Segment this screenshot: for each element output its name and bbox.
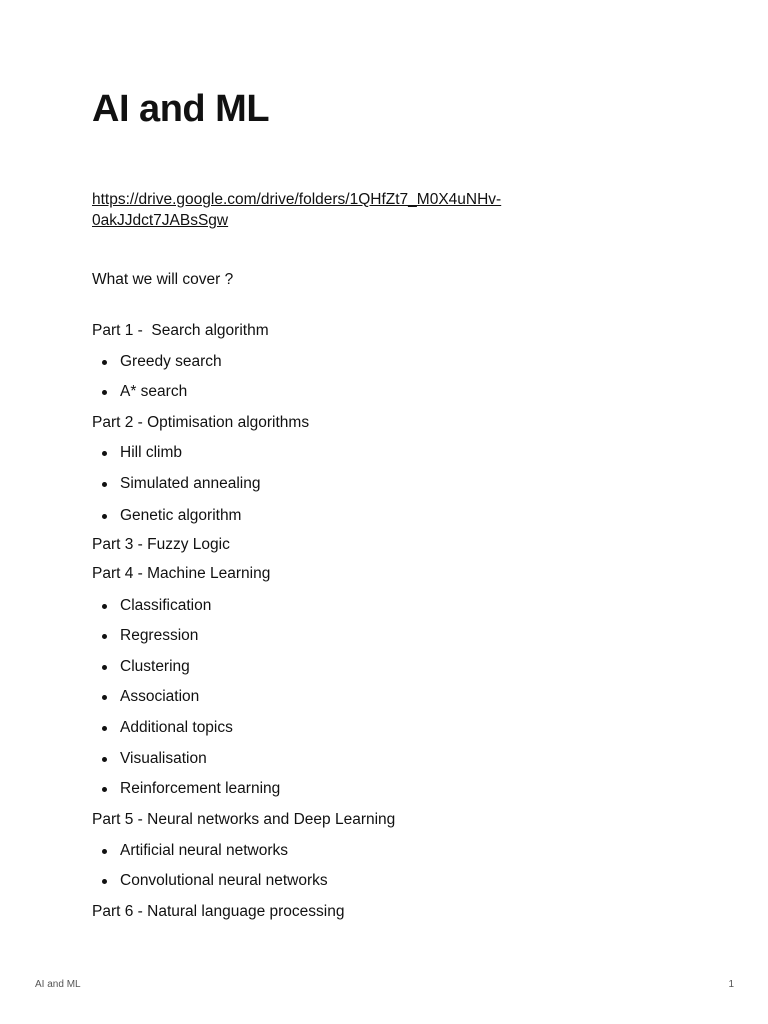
part-2-heading: Part 2 - Optimisation algorithms bbox=[92, 414, 310, 431]
part-5-heading: Part 5 - Neural networks and Deep Learning bbox=[92, 811, 396, 828]
list-item: Hill climb bbox=[120, 444, 182, 461]
list-item: Convolutional neural networks bbox=[120, 872, 328, 889]
list-item: Visualisation bbox=[120, 750, 207, 767]
part-3-heading: Part 3 - Fuzzy Logic bbox=[92, 536, 230, 553]
list-item: Clustering bbox=[120, 658, 190, 675]
list-item: Additional topics bbox=[120, 719, 233, 736]
list-item: Simulated annealing bbox=[120, 475, 261, 492]
footer-page-number: 1 bbox=[728, 979, 734, 990]
part-6-heading: Part 6 - Natural language processing bbox=[92, 903, 345, 920]
list-item: Greedy search bbox=[120, 353, 222, 370]
intro-text: What we will cover ? bbox=[92, 271, 234, 288]
drive-folder-link-line-1[interactable]: https://drive.google.com/drive/folders/1QHfZt7_M0X4uNHv- bbox=[92, 191, 502, 208]
part-1-heading: Part 1 - Search algorithm bbox=[92, 322, 269, 339]
drive-folder-link-line-2[interactable]: 0akJJdct7JABsSgw bbox=[92, 212, 229, 229]
list-item: Artificial neural networks bbox=[120, 842, 288, 859]
list-item: Reinforcement learning bbox=[120, 780, 281, 797]
drive-folder-link[interactable] bbox=[92, 189, 552, 231]
list-item: A* search bbox=[120, 383, 188, 400]
list-item: Association bbox=[120, 688, 200, 705]
footer-document-title: AI and ML bbox=[35, 979, 81, 990]
page-title: AI and ML bbox=[92, 88, 270, 130]
list-item: Genetic algorithm bbox=[120, 507, 242, 524]
part-4-heading: Part 4 - Machine Learning bbox=[92, 565, 271, 582]
list-item: Regression bbox=[120, 627, 199, 644]
list-item: Classification bbox=[120, 597, 212, 614]
